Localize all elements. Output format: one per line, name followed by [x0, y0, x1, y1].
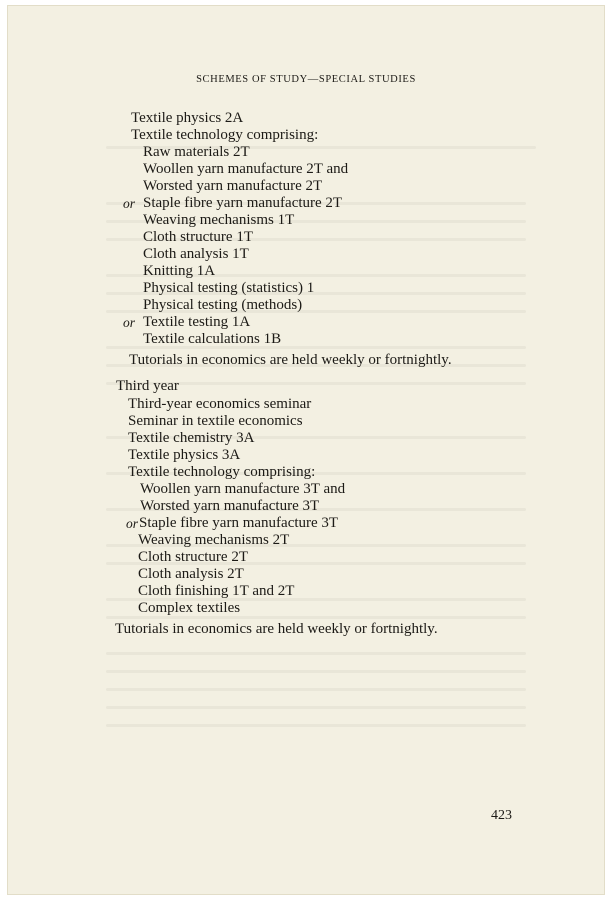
- course-line: Seminar in textile economics: [128, 413, 303, 429]
- course-line: Cloth structure 1T: [143, 229, 253, 245]
- course-line: Textile chemistry 3A: [128, 430, 255, 446]
- course-line: Cloth finishing 1T and 2T: [138, 583, 295, 599]
- course-line: Cloth structure 2T: [138, 549, 248, 565]
- section-heading: Third year: [116, 378, 179, 394]
- course-line: Cloth analysis 2T: [138, 566, 244, 582]
- course-line: Cloth analysis 1T: [143, 246, 249, 262]
- course-line: Textile calculations 1B: [143, 331, 282, 347]
- course-line: Staple fibre yarn manufacture 2T: [143, 195, 343, 211]
- course-line: Textile testing 1A: [143, 314, 251, 330]
- or-marker: or: [126, 516, 139, 531]
- course-line: Textile physics 2A: [131, 110, 244, 126]
- course-line: Physical testing (methods): [143, 297, 303, 313]
- course-line: Woollen yarn manufacture 2T and: [143, 161, 349, 177]
- course-line: Third-year economics seminar: [128, 396, 312, 412]
- page-number: 423: [491, 808, 512, 823]
- course-line: Textile technology comprising:: [131, 127, 319, 143]
- or-marker: or: [123, 196, 136, 211]
- course-line: Staple fibre yarn manufacture 3T: [139, 515, 339, 531]
- course-line: Textile physics 3A: [128, 447, 241, 463]
- course-line: Raw materials 2T: [143, 144, 250, 160]
- course-line: Weaving mechanisms 1T: [143, 212, 295, 228]
- tutorial-note: Tutorials in economics are held weekly or fortnightly.: [115, 621, 438, 637]
- course-line: Weaving mechanisms 2T: [138, 532, 290, 548]
- course-line: Physical testing (statistics) 1: [143, 280, 315, 296]
- course-line: Knitting 1A: [143, 263, 216, 279]
- course-line: Worsted yarn manufacture 3T: [140, 498, 320, 514]
- tutorial-note: Tutorials in economics are held weekly or fortnightly.: [129, 352, 452, 368]
- or-marker: or: [123, 315, 136, 330]
- course-line: Textile technology comprising:: [128, 464, 316, 480]
- course-line: Woollen yarn manufacture 3T and: [140, 481, 346, 497]
- course-line: Complex textiles: [138, 600, 241, 616]
- running-head: SCHEMES OF STUDY—SPECIAL STUDIES: [196, 74, 416, 85]
- course-line: Worsted yarn manufacture 2T: [143, 178, 323, 194]
